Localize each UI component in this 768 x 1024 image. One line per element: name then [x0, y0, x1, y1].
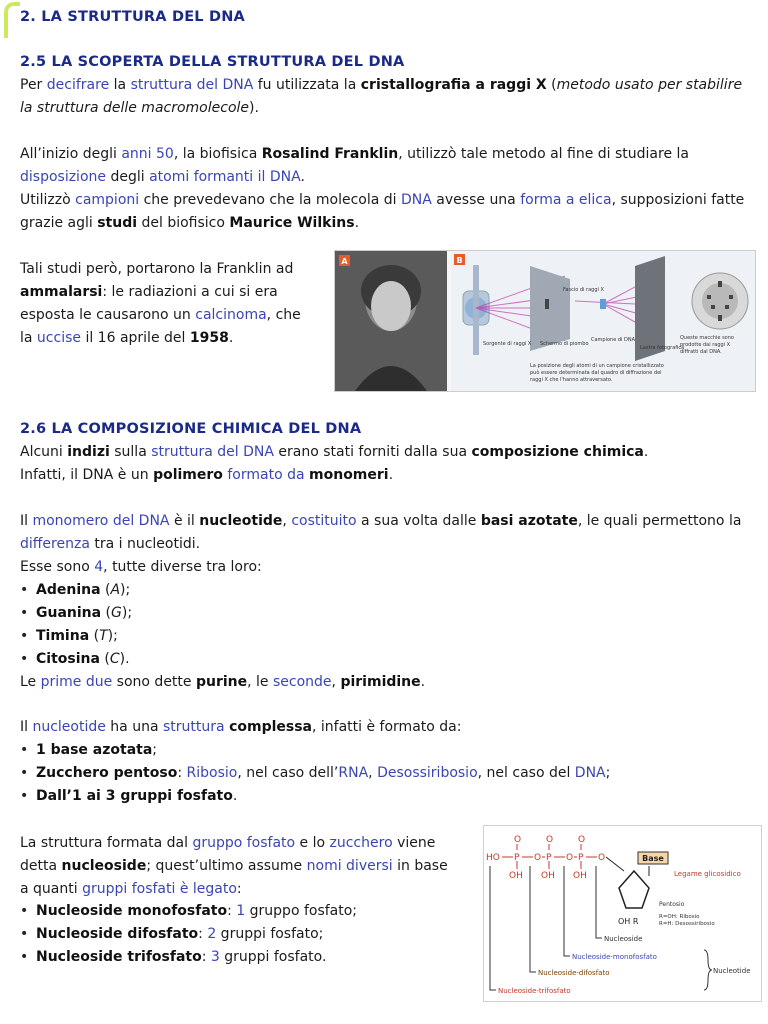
paragraph-purine: Le prime due sono dette purine, le seconde, pirimidine. — [20, 674, 426, 690]
label-r1: R=OH: Ribosio — [659, 914, 700, 920]
list-item: • Timina (T); — [20, 625, 748, 648]
paragraph-ammalarsi: Tali studi però, portarono la Franklin ad ammalarsi: le radiazioni a cui si era esposta le causarono un calcinoma, che la uccise il 16 aprile del 1958. — [20, 261, 301, 346]
label-o1: O — [534, 853, 542, 863]
list-item: • Nucleoside monofosfato: 1 gruppo fosfato; — [20, 900, 460, 923]
label-p1: P — [514, 853, 520, 863]
nucleotide-diagram — [483, 825, 762, 1002]
label-pentosio: Pentosio — [659, 901, 685, 908]
paragraph-indizi: Alcuni indizi sulla struttura del DNA erano stati forniti dalla sua composizione chimica. — [20, 444, 649, 460]
figure-label-b: B — [456, 256, 463, 265]
paragraph-esse-sono: Esse sono 4, tutte diverse tra loro: — [20, 559, 262, 575]
list-item: • Guanina (G); — [20, 602, 748, 625]
bases-list — [20, 579, 748, 671]
heading-2-5: 2.5 LA SCOPERTA DELLA STRUTTURA DEL DNA — [20, 54, 405, 70]
label-o2: O — [566, 853, 574, 863]
label-p2: P — [546, 853, 552, 863]
parts-list — [20, 739, 748, 808]
label-oh2: OH — [541, 871, 555, 881]
paragraph-cristallografia: Per decifrare la struttura del DNA fu utilizzata la cristallografia a raggi X (metodo usato per stabilire la struttura delle macromolecole). — [20, 77, 743, 116]
label-o3: O — [598, 853, 606, 863]
decorative-bracket — [4, 2, 20, 38]
list-item: • Dall’1 ai 3 gruppi fosfato. — [20, 785, 748, 808]
pentose-ring — [619, 871, 649, 908]
label-fascio: Fascio di raggi X — [563, 287, 604, 293]
heading-2-6: 2.6 LA COMPOSIZIONE CHIMICA DEL DNA — [20, 421, 362, 437]
label-o-top3: O — [578, 835, 586, 845]
paragraph-polimero: Infatti, il DNA è un polimero formato da monomeri. — [20, 467, 394, 483]
label-sorgente: Sorgente di raggi X — [483, 341, 532, 347]
figure-note: Queste macchie sono prodotte dai raggi X diffratti dal DNA. — [680, 335, 734, 355]
list-item: • Adenina (A); — [20, 579, 748, 602]
paragraph-franklin: All’inizio degli anni 50, la biofisica Rosalind Franklin, utilizzò tale metodo al fine di studiare la disposizione degli atomi formanti il DNA. — [20, 146, 689, 185]
xray-diffraction-figure — [334, 250, 756, 392]
paragraph-nucleotide: Il monomero del DNA è il nucleotide, costituito a sua volta dalle basi azotate, le quali permettono la differenza tra i nucleotidi. — [20, 513, 742, 552]
list-item: • Nucleoside difosfato: 2 gruppi fosfato; — [20, 923, 460, 946]
label-oh1: OH — [509, 871, 523, 881]
label-nucleotide: Nucleotide — [713, 967, 751, 975]
label-base: Base — [642, 854, 664, 863]
label-o-top2: O — [546, 835, 554, 845]
nucleosides-list — [20, 900, 460, 969]
label-p3: P — [578, 853, 584, 863]
label-o-top1: O — [514, 835, 522, 845]
paragraph-struttura: Il nucleotide ha una struttura complessa, infatti è formato da: — [20, 719, 462, 735]
list-item: • Zucchero pentoso: Ribosio, nel caso dell’RNA, Desossiribosio, nel caso del DNA; — [20, 762, 748, 785]
label-schermo: Schermo di piombo — [540, 341, 589, 347]
label-difosfato: Nucleoside-difosfato — [538, 969, 610, 977]
list-item: • Citosina (C). — [20, 648, 748, 671]
nucleotide-diagram-svg — [484, 826, 761, 1001]
figure-label-a: A — [341, 257, 348, 266]
label-nucleoside: Nucleoside — [604, 935, 643, 943]
list-item: • 1 base azotata; — [20, 739, 748, 762]
label-ohr: OH R — [618, 917, 639, 926]
label-oh3: OH — [573, 871, 587, 881]
label-legame: Legame glicosidico — [674, 870, 741, 878]
figure-caption: La posizione degli atomi di un campione cristallizzato può essere determinata dal quadro di diffrazione dei raggi X che l'hanno attraversato. — [530, 363, 664, 383]
paragraph-nucleoside: La struttura formata dal gruppo fosfato e lo zucchero viene detta nucleoside; quest’ultimo assume nomi diversi in base a quanti gruppi fosfati è legato: — [20, 835, 448, 897]
label-trifosfato: Nucleoside-trifosfato — [498, 987, 571, 995]
paragraph-campioni: Utilizzò campioni che prevedevano che la molecola di DNA avesse una forma a elica, supposizioni fatte grazie agli studi del biofisico Maurice Wilkins. — [20, 192, 745, 231]
list-item: • Nucleoside trifosfato: 3 gruppi fosfato. — [20, 946, 460, 969]
label-r2: R=H: Desossiribosio — [659, 921, 715, 927]
label-monofosfato: Nucleoside-monofosfato — [572, 953, 657, 961]
section-title: 2. LA STRUTTURA DEL DNA — [20, 9, 245, 25]
label-ho: HO — [486, 853, 500, 863]
label-campione: Campione di DNA — [591, 337, 636, 343]
label-lastra: Lastra fotografica — [640, 345, 685, 351]
